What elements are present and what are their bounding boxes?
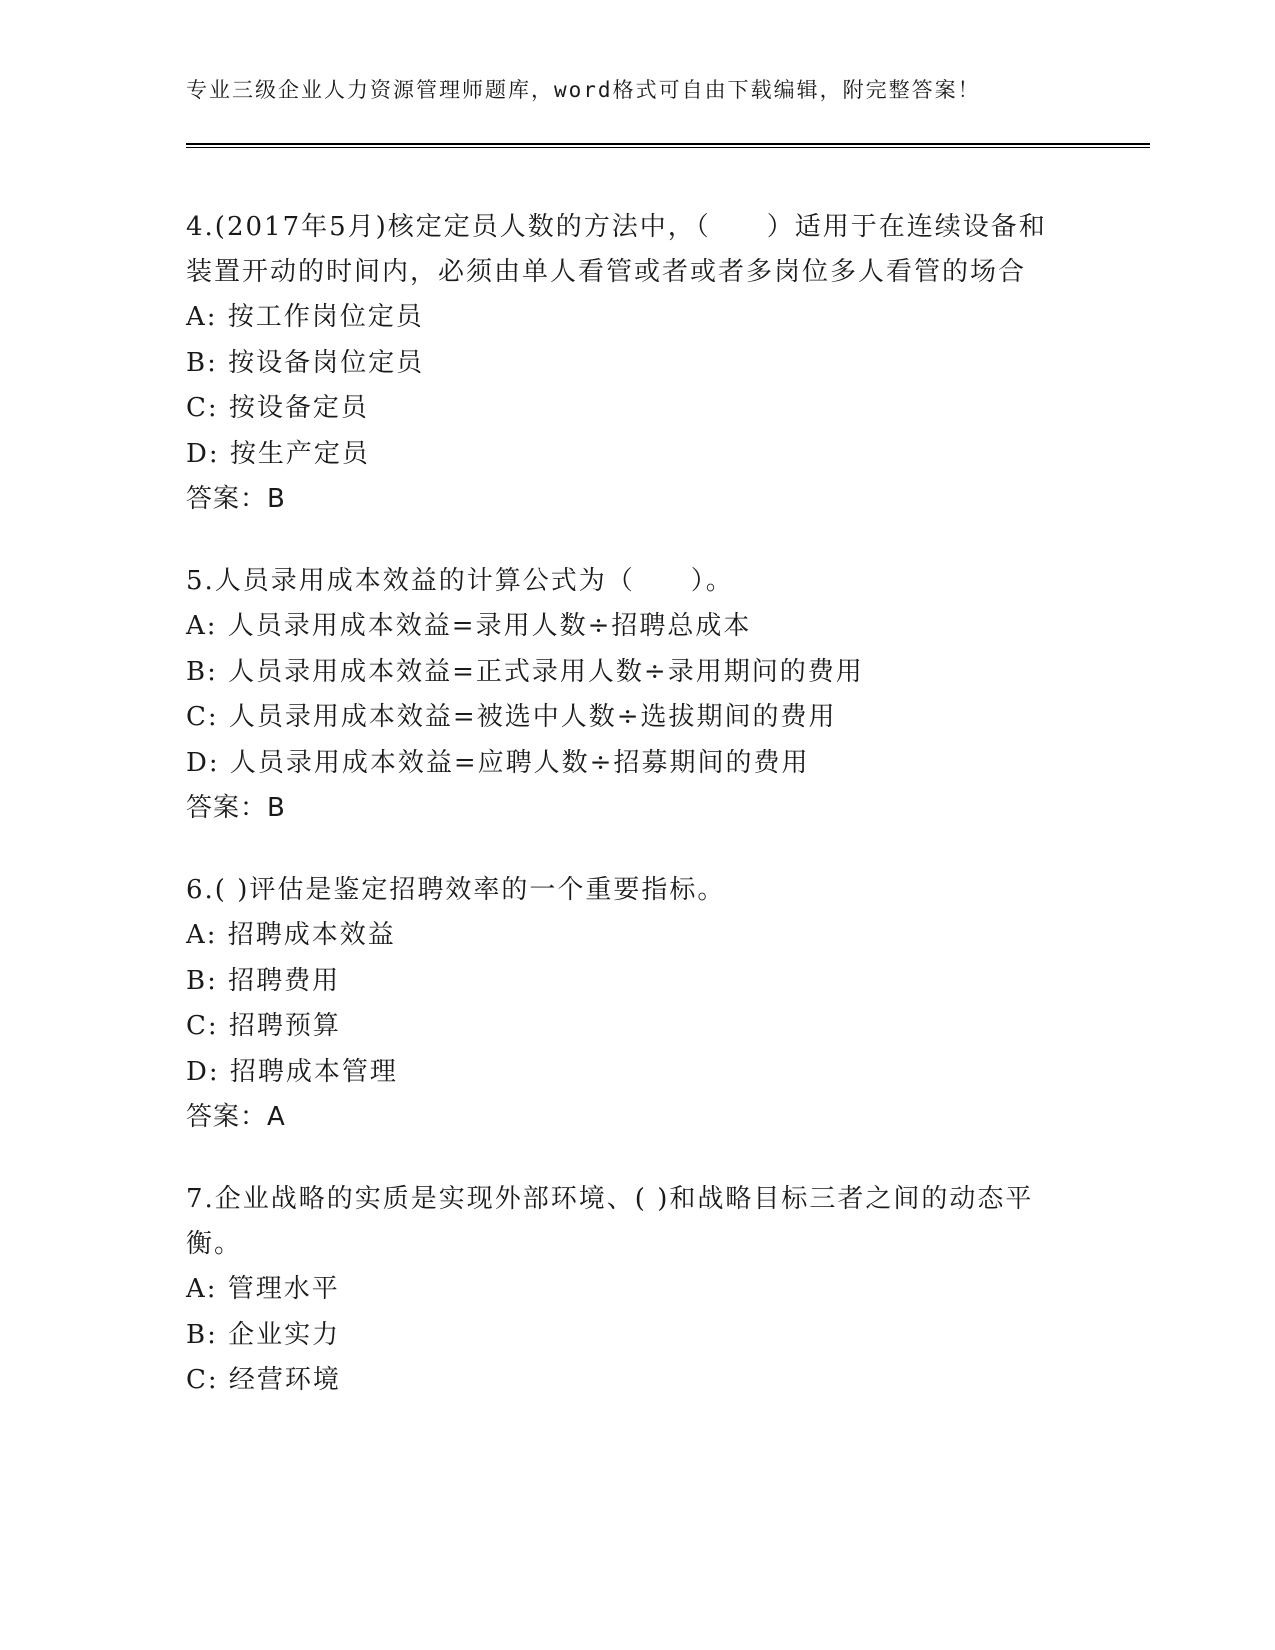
option-c: C: 按设备定员 bbox=[186, 393, 369, 423]
option-b: B: 企业实力 bbox=[186, 1319, 341, 1350]
question-text: 6.( )评估是鉴定招聘效率的一个重要指标。 bbox=[186, 875, 726, 905]
question-6 bbox=[186, 868, 1066, 1140]
question-text: 7.企业战略的实质是实现外部环境、( )和战略目标三者之间的动态平衡。 bbox=[186, 1184, 1034, 1259]
question-text: 5.人员录用成本效益的计算公式为（ ）。 bbox=[186, 566, 734, 596]
option-a: A: 人员录用成本效益=录用人数÷招聘总成本 bbox=[186, 611, 752, 641]
page-header: 专业三级企业人力资源管理师题库，word格式可自由下载编辑，附完整答案！ bbox=[186, 78, 981, 102]
option-c: C: 招聘预算 bbox=[186, 1011, 341, 1041]
option-a: A: 管理水平 bbox=[186, 1274, 340, 1304]
option-d: D: 人员录用成本效益=应聘人数÷招募期间的费用 bbox=[186, 747, 810, 778]
option-d: D: 招聘成本管理 bbox=[186, 1056, 398, 1087]
question-7 bbox=[186, 1177, 1066, 1404]
answer-label: 答案：B bbox=[186, 793, 286, 823]
option-b: B: 按设备岗位定员 bbox=[186, 347, 425, 378]
header-divider bbox=[186, 143, 1150, 148]
option-c: C: 经营环境 bbox=[186, 1365, 341, 1395]
option-b: B: 人员录用成本效益=正式录用人数÷录用期问的费用 bbox=[186, 656, 864, 687]
question-5 bbox=[186, 559, 1066, 831]
question-4 bbox=[186, 205, 1066, 522]
option-d: D: 按生产定员 bbox=[186, 438, 370, 469]
option-b: B: 招聘费用 bbox=[186, 965, 341, 996]
answer-label: 答案：A bbox=[186, 1102, 286, 1132]
question-list bbox=[186, 205, 1066, 1441]
option-a: A: 招聘成本效益 bbox=[186, 920, 396, 950]
option-a: A: 按工作岗位定员 bbox=[186, 302, 424, 332]
option-c: C: 人员录用成本效益=被选中人数÷选拔期间的费用 bbox=[186, 702, 837, 732]
question-text: 4.(2017年5月)核定定员人数的方法中，（ ）适用于在连续设备和装置开动的时间内，必须由单人看管或者或者多岗位多人看管的场合 bbox=[186, 212, 1047, 287]
answer-label: 答案：B bbox=[186, 484, 286, 514]
